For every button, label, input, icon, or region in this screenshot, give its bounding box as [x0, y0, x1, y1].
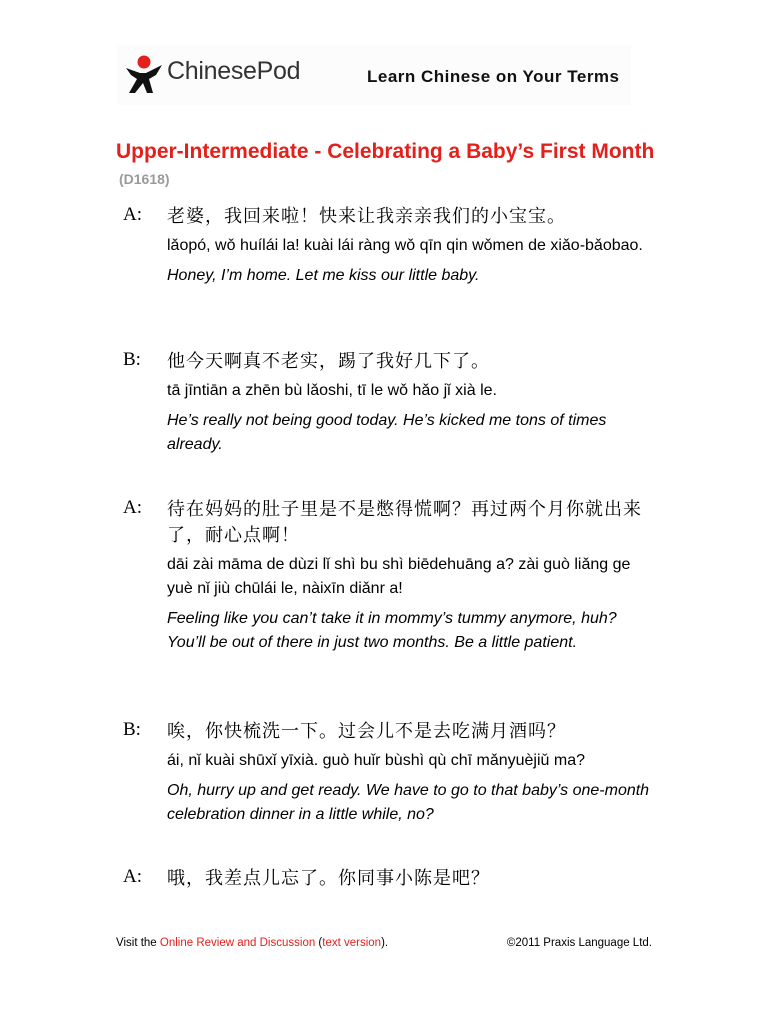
lesson-title: Upper-Intermediate - Celebrating a Baby’s First Month — [116, 140, 655, 163]
pinyin-text: tā jīntiān a zhēn bù lǎoshi, tī le wǒ hǎo jǐ xià le. — [167, 382, 497, 399]
chinese-text: 唉，你快梳洗一下。过会儿不是去吃满月酒吗？ — [167, 721, 566, 742]
pinyin-text: lǎopó, wǒ huílái la! kuài lái ràng wǒ qīn qin wǒmen de xiǎo-bǎobao. — [167, 237, 643, 254]
english-text: Feeling like you can’t take it in mommy’s tummy anymore, huh? You’ll be out of there in just two months. Be a little patient. — [167, 610, 617, 651]
site-header — [117, 45, 631, 105]
speaker-label: B: — [123, 349, 141, 370]
footer-paren-close: ). — [381, 937, 389, 949]
speaker-label: A: — [123, 204, 142, 225]
chinesepod-logo-icon — [123, 53, 165, 95]
lesson-code: (D1618) — [119, 171, 170, 187]
english-text: Honey, I’m home. Let me kiss our little baby. — [167, 267, 480, 284]
chinese-text: 待在妈妈的肚子里是不是憋得慌啊？再过两个月你就出来了，耐心点啊！ — [167, 499, 642, 546]
page-footer — [116, 937, 656, 949]
speaker-label: A: — [123, 497, 142, 518]
speaker-label: B: — [123, 719, 141, 740]
text-version-link[interactable]: text version — [322, 937, 382, 949]
footer-paren-open: ( — [315, 937, 323, 949]
footer-visit-text: Visit the — [116, 937, 160, 949]
chinese-text: 他今天啊真不老实，踢了我好几下了。 — [167, 351, 490, 372]
chinese-text: 哦，我差点儿忘了。你同事小陈是吧？ — [167, 868, 490, 889]
online-review-link[interactable]: Online Review and Discussion — [159, 937, 316, 949]
english-text: Oh, hurry up and get ready. We have to go to that baby’s one-month celebration dinner in a little while, no? — [167, 782, 650, 823]
chinese-text: 老婆，我回来啦！快来让我亲亲我们的小宝宝。 — [167, 206, 566, 227]
english-text: He’s really not being good today. He’s kicked me tons of times already. — [167, 412, 607, 453]
logo-text: ChinesePod — [167, 57, 301, 85]
speaker-label: A: — [123, 866, 142, 887]
tagline: Learn Chinese on Your Terms — [367, 67, 620, 86]
pinyin-text: ái, nǐ kuài shūxǐ yīxià. guò huǐr bùshì qù chī mǎnyuèjiǔ ma? — [167, 752, 586, 769]
copyright-text: ©2011 Praxis Language Ltd. — [506, 937, 652, 949]
pinyin-text: dāi zài māma de dùzi lǐ shì bu shì biēdehuāng a? zài guò liǎng ge yuè nǐ jiù chūlái le, nàixīn diǎnr a! — [167, 556, 631, 597]
